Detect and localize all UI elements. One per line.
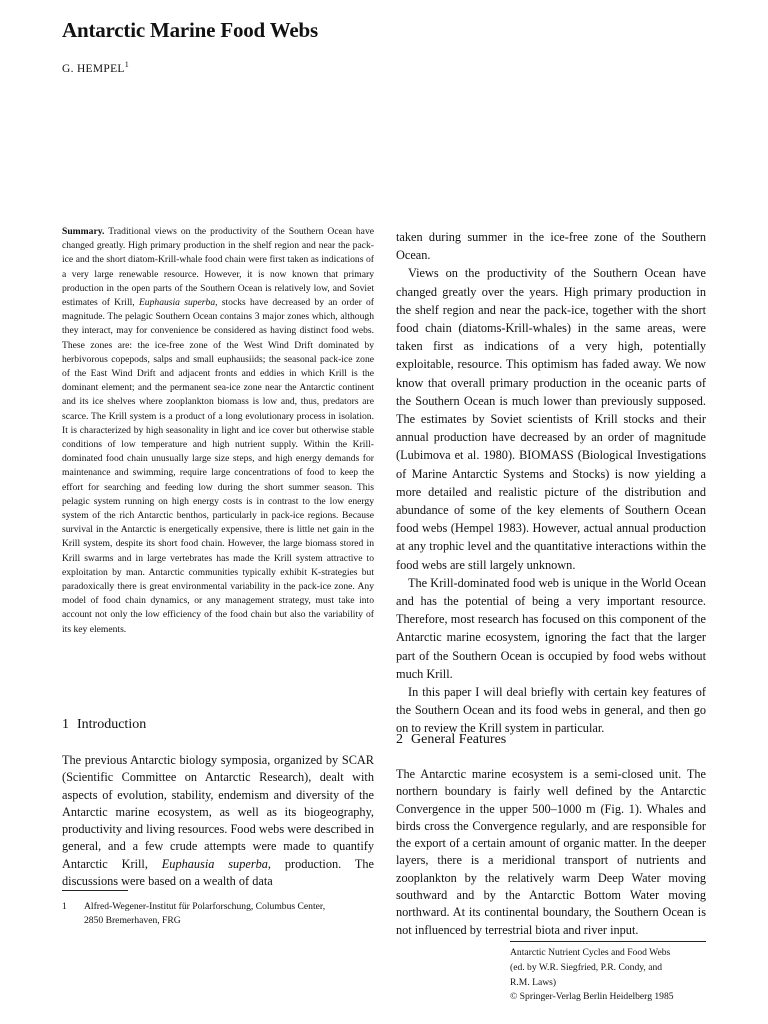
- section-2-heading: [396, 732, 506, 748]
- author-name: G. HEMPEL: [62, 62, 125, 75]
- introduction-body: The previous Antarctic biology symposia, organized by SCAR (Scientific Committee on Antarctic Research), dealt with aspects of evolution, stability, endemism and diversity of the Antarctic marine ecosystem, as well as its biogeography, productivity and living resources. Food webs were described in general, and a few crude attempts were made to quantify Antarctic Krill,: [62, 753, 374, 871]
- footnote-line-2: 2850 Bremerhaven, FRG: [84, 914, 181, 926]
- summary-text-continued: , stocks have decreased by an order of magnitude. The pelagic Southern Ocean contains 3 major zones which, although they interact, may for convenience be considered as having distinct food webs. These zones are: the ice-free zone of the West Wind Drift dominated by herbivorous copepods, salps and small euphausiids; the seasonal pack-ice zone of the East Wind Drift and adjacent fronts and eddies in which Krill is the dominant element; and the permanent sea-ice zone near the Antarctic continent and its ice shelves where zooplankton biomass is low and, thus, predators are scarce. The Krill system is a product of a long evolutionary process in isolation. It is characterized by high seasonality in light and ice cover but otherwise stable conditions of low temperature and high nutrient supply. Within the Krill-dominated food chain unusually large size steps, and high energy demands for maintenance and swimming, require large concentrations of food to keep the effort for searching and feeding low during the short summer season. This pelagic system running on high energy costs is in contrast to the low energy system of the rich Antarctic benthos, particularly in pack-ice regions. Because survival in the Antarctic is energetically expensive, there is little net gain in the Krill system, despite its short food chain. However, the large biomass stored in Krill swarms and in large vertebrates has made the Krill system attractive to exploitation by man. Antarctic communities typically exhibit K-strategies but paradoxically there is great environmental variability in the pack-ice zone. Any model of food chain dynamics, or any management strategy, must take into account not only the low efficiency of the food chain but also the variability of its key elements.: [62, 297, 375, 635]
- credit-line-2: (ed. by W.R. Siegfried, P.R. Condy, and: [510, 961, 663, 973]
- right-paragraph-2: Views on the productivity of the Southern Ocean have changed greatly over the years. High primary production in the shelf region and near the pack-ice, together with the short food chain (diatoms-Krill-whales) in the same areas, were taken first as indications of a very high, potentially exploitable, resource. This optimism has faded away. We now know that overall primary production in the oceanic parts of the Southern Ocean is much lower than previously supposed. The estimates by Soviet scientists of Krill stocks and their annual production have decreased by an order of magnitude (Lubimova et al. 1980). BIOMASS (Biological Investigations of Marine Antarctic Systems and Stocks) is now yielding a more detailed and realistic picture of the distribution and abundance of some of the key elements of Southern Ocean food webs (Hempel 1983). However, actual annual production at any trophic level and the quantitative interactions within the food webs are still largely unknown.: [396, 266, 706, 572]
- summary-species: Euphausia superba: [138, 297, 216, 309]
- right-column: [396, 228, 706, 738]
- credit-line-1: Antarctic Nutrient Cycles and Food Webs: [510, 947, 671, 958]
- right-paragraph-4: In this paper I will deal briefly with certain key features of the Southern Ocean and its food webs in general, and then go on to review the Krill system in particular.: [396, 685, 706, 736]
- section-2-number: 2: [396, 732, 403, 747]
- paper-title: Antarctic Marine Food Webs: [62, 18, 318, 42]
- section-2-title: General Features: [411, 732, 507, 747]
- summary-label: Summary.: [62, 226, 105, 237]
- credit-line-4: © Springer-Verlag Berlin Heidelberg 1985: [510, 991, 674, 1003]
- section-1-heading: [62, 717, 146, 733]
- publication-credit: [510, 946, 710, 1005]
- right-paragraph-1: taken during summer in the ice-free zone of the Southern Ocean.: [396, 230, 706, 263]
- summary-abstract: [62, 225, 374, 637]
- right-paragraph-3: The Krill-dominated food web is unique in the World Ocean and has the potential of being a very important resource. Therefore, most research has focused on this component of the Antarctic marine ecosystem, ignoring the fact that the larger part of the Southern Ocean is occupied by food webs without much Krill.: [396, 575, 706, 681]
- summary-text: Traditional views on the productivity of the Southern Ocean have changed greatly. High primary production in the shelf region and near the pack-ice and the short diatom-Krill-whale food chain were first taken as indications of a very large renewable resource. However, it is now known that primary production in the open parts of the Southern Ocean is relatively low, and Soviet estimates of Krill,: [62, 226, 374, 309]
- footnote: [62, 900, 374, 927]
- footnote-number: 1: [62, 901, 67, 912]
- footnote-line-1: Alfred-Wegener-Institut für Polarforschung, Columbus Center,: [84, 901, 326, 912]
- credit-divider: [510, 941, 706, 942]
- introduction-body-continued: , production. The discussions were based on a wealth of data: [62, 856, 374, 889]
- credit-line-3: R.M. Laws): [510, 976, 557, 988]
- introduction-text: [62, 752, 374, 890]
- general-features-text: The Antarctic marine ecosystem is a semi-closed unit. The northern boundary is fairly well defined by the Antarctic Convergence in the upper 500–1000 m (Fig. 1). Whales and birds cross the Convergence regularly, and are responsible for the export of a certain amount of organic matter. In the deeper layers, there is a meridional transport of nutrients and zooplankton by the relatively warm Deep Water moving southward and by the Antarctic Bottom Water moving northward. At its continental boundary, the Southern Ocean is not influenced by terrestrial biota and river input.: [396, 767, 706, 937]
- author-footnote-marker: 1: [124, 60, 130, 69]
- section-1-title: Introduction: [77, 717, 147, 732]
- footnote-divider: [62, 890, 128, 891]
- introduction-species: Euphausia superba: [161, 856, 268, 871]
- author-line: [62, 60, 129, 75]
- section-1-number: 1: [62, 717, 69, 732]
